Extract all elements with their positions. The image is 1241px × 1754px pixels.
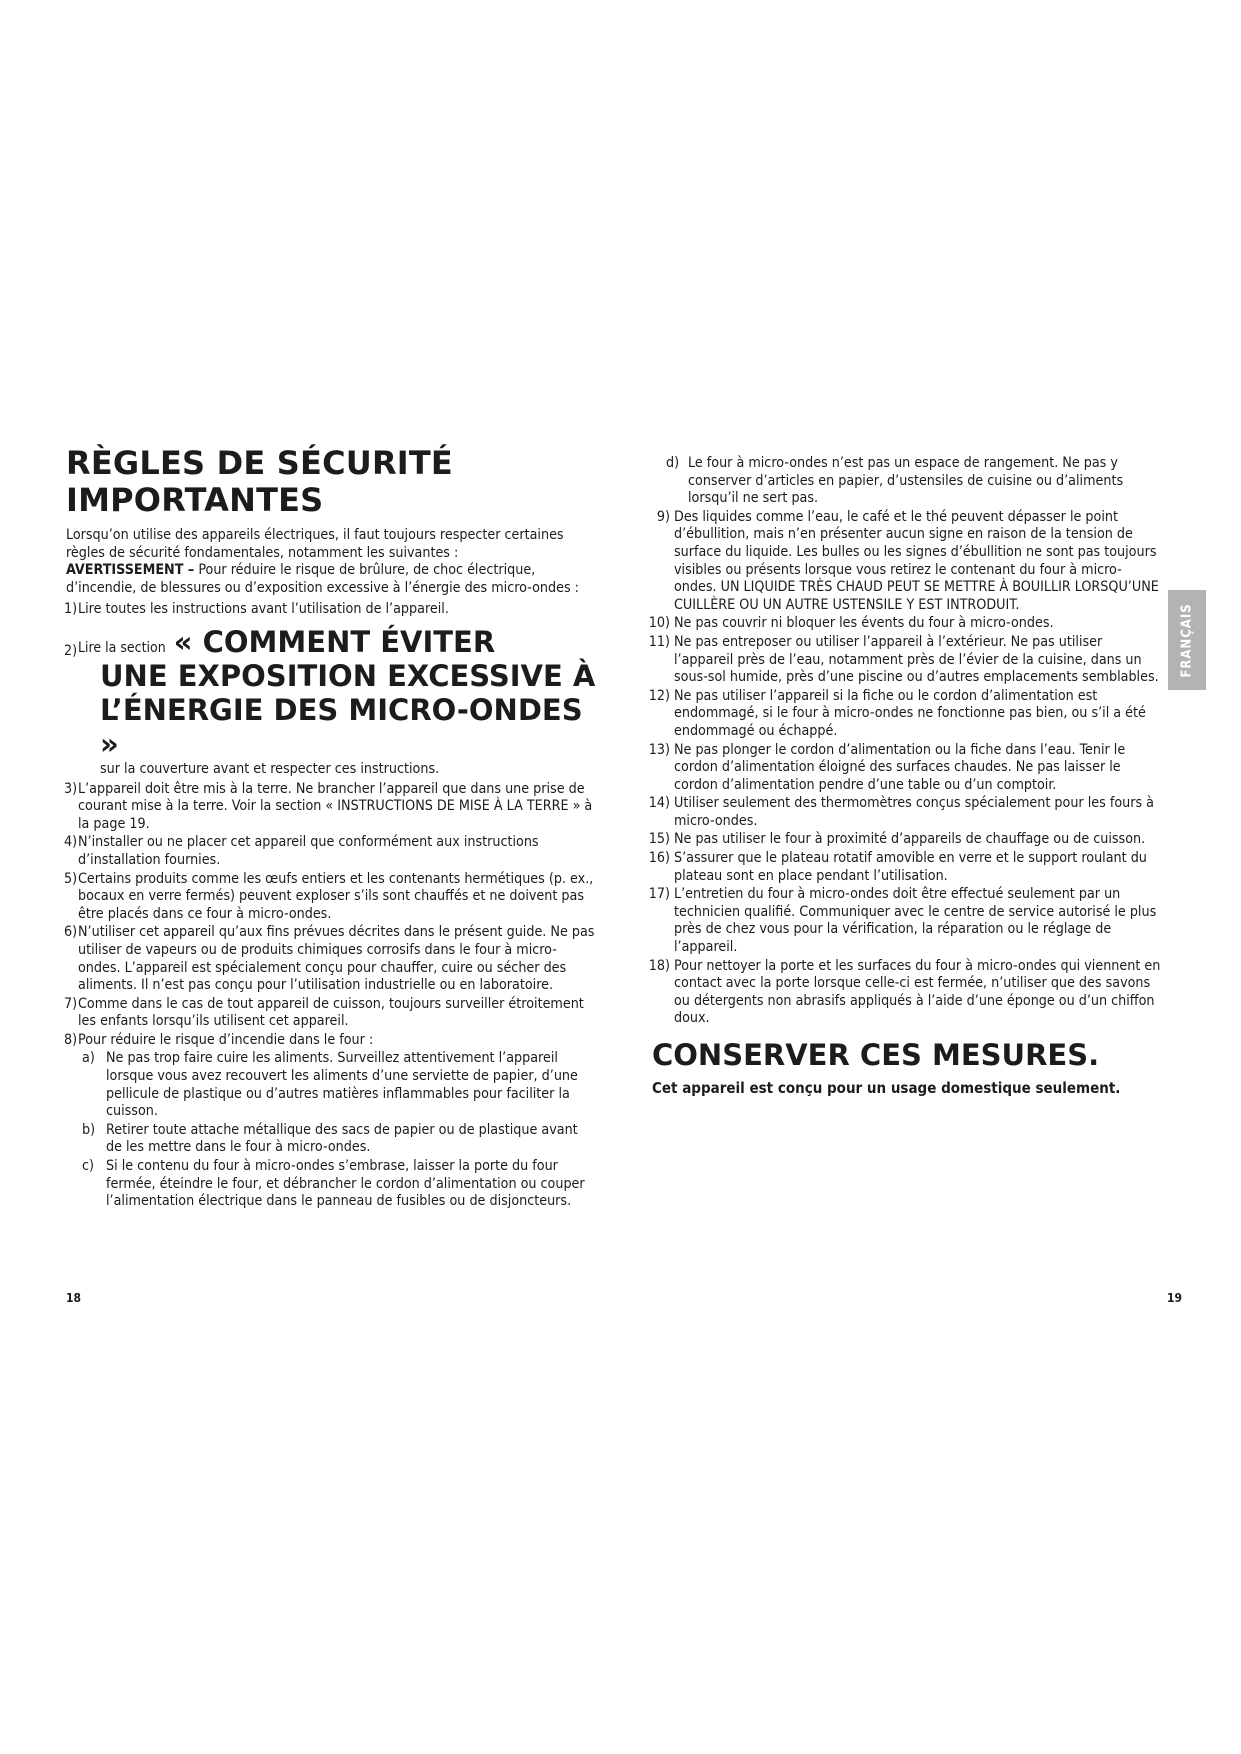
item-text: Pour nettoyer la porte et les surfaces du four à micro-ondes qui viennent en contact avec la porte lorsque celle-ci est fermée, n’utiliser que des savons ou détergents non abrasifs appliqués à l’aide d’une éponge ou d’un chiffon doux. [674, 957, 1161, 1027]
item-number: 6) [64, 924, 78, 941]
item2-heading-line-2: UNE EXPOSITION EXCESSIVE À [100, 658, 596, 693]
item-number: 7) [64, 995, 78, 1012]
household-use-notice: Cet appareil est conçu pour un usage domestique seulement. [652, 1079, 1121, 1097]
item-text: N’installer ou ne placer cet appareil que conformément aux instructions d’installation fournies. [78, 834, 539, 868]
item-number: 15) [648, 831, 670, 848]
safety-item-18 [648, 957, 1162, 1028]
item-number: 4) [64, 834, 78, 851]
item-number: 14) [648, 795, 670, 812]
item-text: Ne pas trop faire cuire les aliments. Surveillez attentivement l’appareil lorsque vous avez recouvert les aliments d’une serviette de papier, d’une pellicule de plastique ou d’autres matières inflammables pour faciliter la cuisson. [106, 1050, 578, 1120]
item-text: Pour réduire le risque d’incendie dans le four : [78, 1031, 374, 1048]
safety-item-13 [648, 741, 1162, 795]
item-number: 12) [648, 687, 670, 704]
item-number: 11) [648, 633, 670, 650]
item-text: L’entretien du four à micro-ondes doit être effectué seulement par un technicien qualifié. Communiquer avec le centre de service autorisé le plus près de chez vous pour la vérification, la réparation ou le réglage de l’appareil. [674, 886, 1157, 956]
item-text: Ne pas utiliser l’appareil si la fiche ou le cordon d’alimentation est endommagé, si le four à micro-ondes ne fonctionne pas bien, ou s’il a été endommagé ou échappé. [674, 687, 1146, 739]
item-number: 16) [648, 850, 670, 867]
safety-item-7 [66, 996, 596, 1031]
item-number: 17) [648, 886, 670, 903]
warning-text: Pour réduire le risque de brûlure, de choc électrique, d’incendie, de blessures ou d’exposition excessive à l’énergie des micro-ondes : [66, 562, 579, 596]
item-letter: a) [82, 1050, 95, 1067]
page-number-left: 18 [66, 1291, 82, 1305]
page-number-right: 19 [1167, 1291, 1183, 1305]
item-number: 2) [64, 642, 78, 659]
safety-item-8c [66, 1158, 596, 1211]
right-column [648, 455, 1162, 1098]
title-line-2: IMPORTANTES [66, 481, 324, 519]
safety-item-6 [66, 924, 596, 994]
item2-heading-line-3: L’ÉNERGIE DES MICRO-ONDES » [100, 692, 583, 761]
safety-item-2 [66, 625, 596, 779]
safety-item-8a [66, 1050, 596, 1120]
item-text: Des liquides comme l’eau, le café et le thé peuvent dépasser le point d’ébullition, mais n’en présenter aucun signe en raison de la tension de surface du liquide. Les bulles ou les signes d’ébullition ne sont pas toujours visibles ou présents lorsque vous retirez le contenant du four à micro-ondes. UN LIQUIDE TRÈS CHAUD PEUT SE METTRE À BOUILLIR LORSQU’UNE CUILLÈRE OU UN AUTRE USTENSILE Y EST INTRODUIT. [674, 508, 1159, 613]
item2-prefix: Lire la section [78, 639, 166, 656]
safety-item-15 [648, 831, 1162, 849]
safety-item-10 [648, 615, 1162, 633]
safety-item-8 [66, 1032, 596, 1050]
item-text: Ne pas utiliser le four à proximité d’appareils de chauffage ou de cuisson. [674, 831, 1146, 848]
intro-paragraph [66, 527, 596, 597]
item-text: Retirer toute attache métallique des sacs de papier ou de plastique avant de les mettre dans le four à micro-ondes. [106, 1121, 578, 1156]
intro-text: Lorsqu’on utilise des appareils électriques, il faut toujours respecter certaines règles de sécurité fondamentales, notamment les suivantes : [66, 527, 564, 561]
item-number: 5) [64, 870, 78, 887]
item-text: Utiliser seulement des thermomètres conçus spécialement pour les fours à micro-ondes. [674, 795, 1154, 829]
safety-item-9 [652, 509, 1162, 615]
item-text: Le four à micro-ondes n’est pas un espace de rangement. Ne pas y conserver d’articles en papier, d’ustensiles de cuisine ou d’aliments lorsqu’il ne sert pas. [688, 455, 1124, 507]
safety-item-16 [648, 850, 1162, 885]
item-number: 3) [64, 780, 78, 797]
safety-item-3 [66, 781, 596, 834]
item-text: Ne pas entreposer ou utiliser l’appareil à l’extérieur. Ne pas utiliser l’appareil près de l’eau, notamment près de l’évier de la cuisine, dans un sous-sol humide, près d’une piscine ou d’autres emplacements semblables. [674, 633, 1159, 686]
item-text: Lire toutes les instructions avant l’utilisation de l’appareil. [78, 601, 449, 618]
item2-heading-line-1: « COMMENT ÉVITER [173, 624, 496, 659]
language-tab-label: FRANÇAIS [1179, 602, 1195, 678]
item-text: Ne pas couvrir ni bloquer les évents du four à micro-ondes. [674, 615, 1054, 632]
title-line-1: RÈGLES DE SÉCURITÉ [66, 444, 453, 482]
item-number: 9) [656, 508, 670, 525]
safety-item-17 [648, 886, 1162, 956]
safety-item-8d [652, 455, 1162, 508]
item-letter: d) [666, 455, 680, 471]
item-letter: c) [82, 1158, 94, 1175]
safety-item-11 [648, 633, 1162, 687]
item-text: Ne pas plonger le cordon d’alimentation ou la fiche dans l’eau. Tenir le cordon d’alimentation éloigné des surfaces chaudes. Ne pas laisser le cordon d’alimentation pendre d’une table ou d’un comptoir. [674, 741, 1126, 793]
item-number: 1) [64, 601, 78, 618]
safety-item-8b [66, 1122, 596, 1157]
keep-instructions-heading: CONSERVER CES MESURES. [652, 1038, 1100, 1072]
item-text: N’utiliser cet appareil qu’aux fins prévues décrites dans le présent guide. Ne pas utiliser de vapeurs ou de produits chimiques corrosifs dans le four à micro-ondes. L’appareil est spécialement conçu pour chauffer, cuire ou sécher des aliments. Il n’est pas conçu pour l’utilisation industrielle ou en laboratoire. [78, 924, 595, 994]
safety-item-1 [66, 601, 596, 619]
language-side-tab [1168, 590, 1206, 690]
safety-item-5 [66, 871, 596, 924]
item-number: 8) [64, 1031, 78, 1048]
left-column [66, 445, 596, 1212]
item-text: Si le contenu du four à micro-ondes s’embrase, laisser la porte du four fermée, éteindre le four, et débrancher le cordon d’alimentation ou couper l’alimentation électrique dans le panneau de fusibles ou de disjoncteurs. [106, 1158, 585, 1210]
warning-label: AVERTISSEMENT – [66, 562, 195, 579]
item-text: L’appareil doit être mis à la terre. Ne brancher l’appareil que dans une prise de courant mise à la terre. Voir la section « INSTRUCTIONS DE MISE À LA TERRE » à la page 19. [78, 780, 593, 832]
item-text: Comme dans le cas de tout appareil de cuisson, toujours surveiller étroitement les enfants lorsqu’ils utilisent cet appareil. [78, 995, 584, 1030]
item-text: Certains produits comme les œufs entiers et les contenants hermétiques (p. ex., bocaux en verre fermés) peuvent exploser s’ils sont chauffés et ne doivent pas être placés dans ce four à micro-ondes. [78, 870, 594, 922]
item-number: 10) [648, 615, 670, 632]
item-number: 18) [648, 957, 670, 974]
item2-suffix: sur la couverture avant et respecter ces instructions. [100, 760, 440, 777]
safety-item-12 [648, 687, 1162, 741]
item-letter: b) [82, 1121, 96, 1138]
item-text: S’assurer que le plateau rotatif amovible en verre et le support roulant du plateau sont en place pendant l’utilisation. [674, 850, 1147, 884]
safety-item-14 [648, 795, 1162, 830]
page-title [66, 445, 596, 519]
safety-item-4 [66, 834, 596, 869]
item-number: 13) [648, 741, 670, 758]
